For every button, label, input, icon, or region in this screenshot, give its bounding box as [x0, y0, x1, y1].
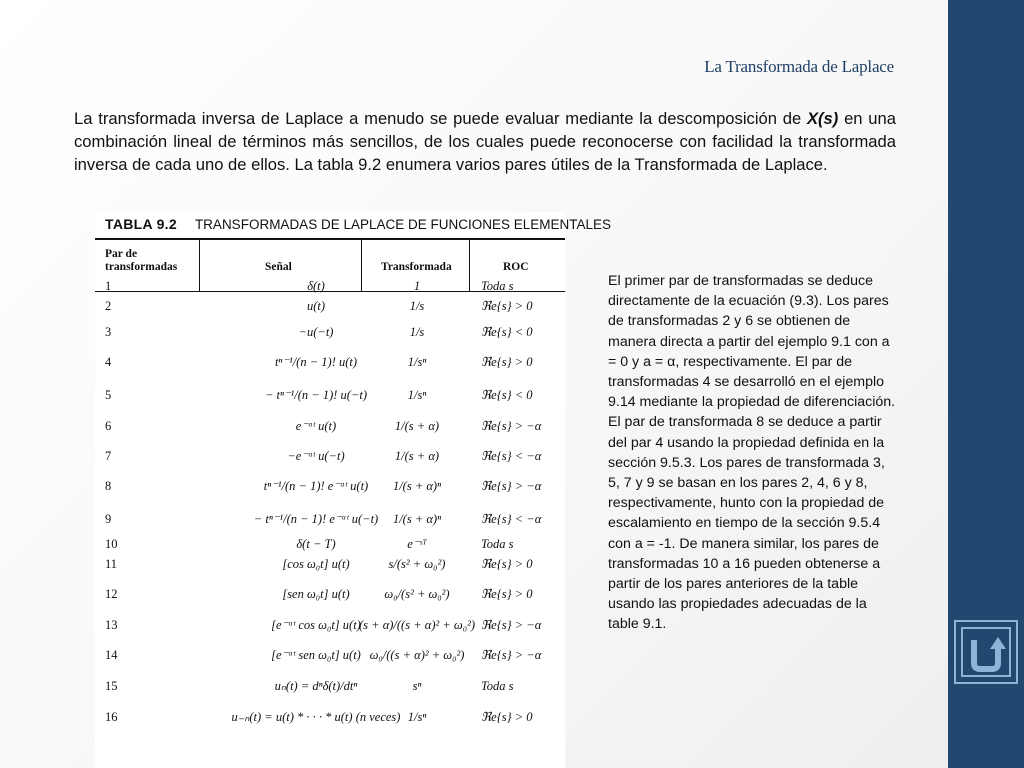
signal-cell: u(t) [306, 298, 326, 313]
transform-cell: 1/s [409, 298, 425, 313]
signal-cell: e⁻ᵅᵗ u(t) [295, 419, 337, 433]
pair-number: 15 [105, 678, 118, 693]
table-row [95, 552, 565, 576]
table-top-rule [95, 238, 565, 240]
pair-number: 11 [105, 556, 118, 571]
transform-cell: e⁻ˢᵀ [407, 537, 427, 551]
return-button[interactable] [954, 620, 1018, 684]
signal-cell: tⁿ⁻¹/(n − 1)! u(t) [274, 355, 358, 369]
roc-cell: ℜe{s} < −α [481, 449, 542, 463]
roc-cell: ℜe{s} < 0 [481, 325, 533, 339]
table-row [95, 507, 565, 531]
header-roc: ROC [503, 261, 529, 273]
slide-header-title: La Transformada de Laplace [704, 57, 894, 76]
pair-number: 9 [105, 511, 112, 526]
signal-cell: [cos ω₀t] u(t) [282, 556, 350, 571]
pair-number: 1 [105, 278, 112, 293]
transform-cell: 1/sⁿ [407, 709, 427, 724]
table-number: TABLA 9.2 [105, 216, 177, 232]
transform-cell: ω₀/(s² + ω₀²) [384, 586, 450, 601]
pair-number: 6 [105, 418, 112, 433]
side-note-paragraph: El primer par de transformadas se deduce directamente de la ecuación (9.3). Los pares de transformadas 2 y 6 se obtienen de manera directa a partir del ejemplo 9.1 con a = 0 y a = α, respectivamente. El par de transformadas 4 se desarrolló en el ejemplo 9.14 mediante la propiedad de diferenciación. El par de transformada 8 se deduce a partir del par 4 usando la propiedad definida en la sección 9.5.3. Los pares de transformada 3, 5, 7 y 9 se basan en los pares 2, 4, 6 y 8, respectivamente, hunto con la propiedad de escalamiento en tiempo de la sección 9.5.4 con a = -1. De manera similar, los pares de transformadas 10 a 16 pueden obtenerse a partir de los pares anteriores de la table usando las propiedades adecuadas de la table 9.1. [608, 273, 896, 633]
table-row [95, 474, 565, 498]
roc-cell: Toda s [481, 678, 514, 693]
pair-number: 13 [105, 617, 118, 632]
pair-number: 3 [105, 324, 112, 339]
transform-cell: s/(s² + ω₀²) [388, 556, 446, 571]
table-row [95, 674, 565, 698]
pair-number: 8 [105, 478, 112, 493]
pair-number: 4 [105, 354, 112, 369]
roc-cell: ℜe{s} > −α [481, 618, 542, 632]
roc-cell: ℜe{s} > 0 [481, 355, 533, 369]
signal-cell: δ(t) [307, 278, 325, 293]
pair-number: 5 [105, 387, 112, 402]
transform-cell: 1/s [409, 324, 425, 339]
table-caption: TRANSFORMADAS DE LAPLACE DE FUNCIONES ELEMENTALES [194, 217, 612, 232]
transform-cell: 1/sⁿ [407, 387, 427, 402]
signal-cell: − tⁿ⁻¹/(n − 1)! e⁻ᵅᵗ u(−t) [253, 512, 379, 526]
signal-cell: uₙ(t) = dⁿδ(t)/dtⁿ [274, 679, 358, 693]
header-par-line1: Par de [105, 248, 138, 260]
pair-number: 16 [105, 709, 118, 724]
table-row [95, 350, 565, 374]
header-signal: Señal [265, 261, 292, 273]
table-row [95, 705, 565, 729]
transform-cell: sⁿ [412, 678, 422, 693]
header-par-line2: transformadas [105, 261, 178, 273]
header-par [105, 248, 177, 274]
roc-cell: ℜe{s} > −α [481, 648, 542, 662]
roc-cell: ℜe{s} < −α [481, 512, 542, 526]
signal-cell: [sen ω₀t] u(t) [282, 586, 350, 601]
pair-number: 10 [105, 536, 118, 551]
signal-cell: [e⁻ᵅᵗ cos ω₀t] u(t) [271, 618, 361, 632]
table-row [95, 320, 565, 344]
signal-cell: − tⁿ⁻¹/(n − 1)! u(−t) [264, 388, 368, 402]
intro-text-end: en una combinación lineal de términos más sencillos, de los cuales puede reconocerse con facilidad la transformada inversa de cada uno de ellos. La tabla 9.2 enumera varios pares útiles de la Transformada de Laplace. [74, 109, 896, 174]
roc-cell: ℜe{s} > −α [481, 479, 542, 493]
signal-cell: u₋ₙ(t) = u(t) * · · · * u(t) (n veces) [231, 710, 401, 724]
pair-number: 2 [105, 298, 112, 313]
transform-cell: ω₀/((s + α)² + ω₀²) [369, 647, 465, 662]
table-row [95, 643, 565, 667]
signal-cell: δ(t − T) [296, 536, 336, 551]
roc-cell: Toda s [481, 536, 514, 551]
transform-cell: (s + α)/((s + α)² + ω₀²) [358, 617, 476, 632]
table-title [105, 216, 611, 232]
pair-number: 14 [105, 647, 118, 662]
signal-cell: −u(−t) [298, 324, 334, 339]
table-row [95, 444, 565, 468]
intro-emphasis: X(s) [806, 109, 839, 128]
signal-cell: −e⁻ᵅᵗ u(−t) [287, 449, 345, 463]
table-row [95, 582, 565, 606]
roc-cell: ℜe{s} > 0 [481, 710, 533, 724]
pair-number: 12 [105, 586, 118, 601]
table-row [95, 613, 565, 637]
roc-cell: Toda s [481, 278, 514, 293]
transform-cell: 1/sⁿ [407, 354, 427, 369]
signal-cell: tⁿ⁻¹/(n − 1)! e⁻ᵅᵗ u(t) [263, 479, 369, 493]
return-icon [959, 625, 1013, 679]
table-row [95, 294, 565, 318]
roc-cell: ℜe{s} > −α [481, 419, 542, 433]
pair-number: 7 [105, 448, 112, 463]
intro-paragraph [74, 107, 896, 176]
laplace-table-image [95, 212, 612, 768]
transform-cell: 1/(s + α) [394, 448, 440, 463]
table-row [95, 383, 565, 407]
roc-cell: ℜe{s} > 0 [481, 557, 533, 571]
transform-cell: 1/(s + α)ⁿ [392, 511, 442, 526]
signal-cell: [e⁻ᵅᵗ sen ω₀t] u(t) [271, 648, 361, 662]
transform-cell: 1/(s + α) [394, 418, 440, 433]
transform-cell: 1 [413, 278, 421, 293]
transform-cell: 1/(s + α)ⁿ [392, 478, 442, 493]
roc-cell: ℜe{s} < 0 [481, 388, 533, 402]
roc-cell: ℜe{s} > 0 [481, 587, 533, 601]
table-row [95, 414, 565, 438]
intro-text-start: La transformada inversa de Laplace a menudo se puede evaluar mediante la descomposición de [74, 109, 807, 128]
roc-cell: ℜe{s} > 0 [481, 299, 533, 313]
header-transform: Transformada [381, 261, 452, 273]
